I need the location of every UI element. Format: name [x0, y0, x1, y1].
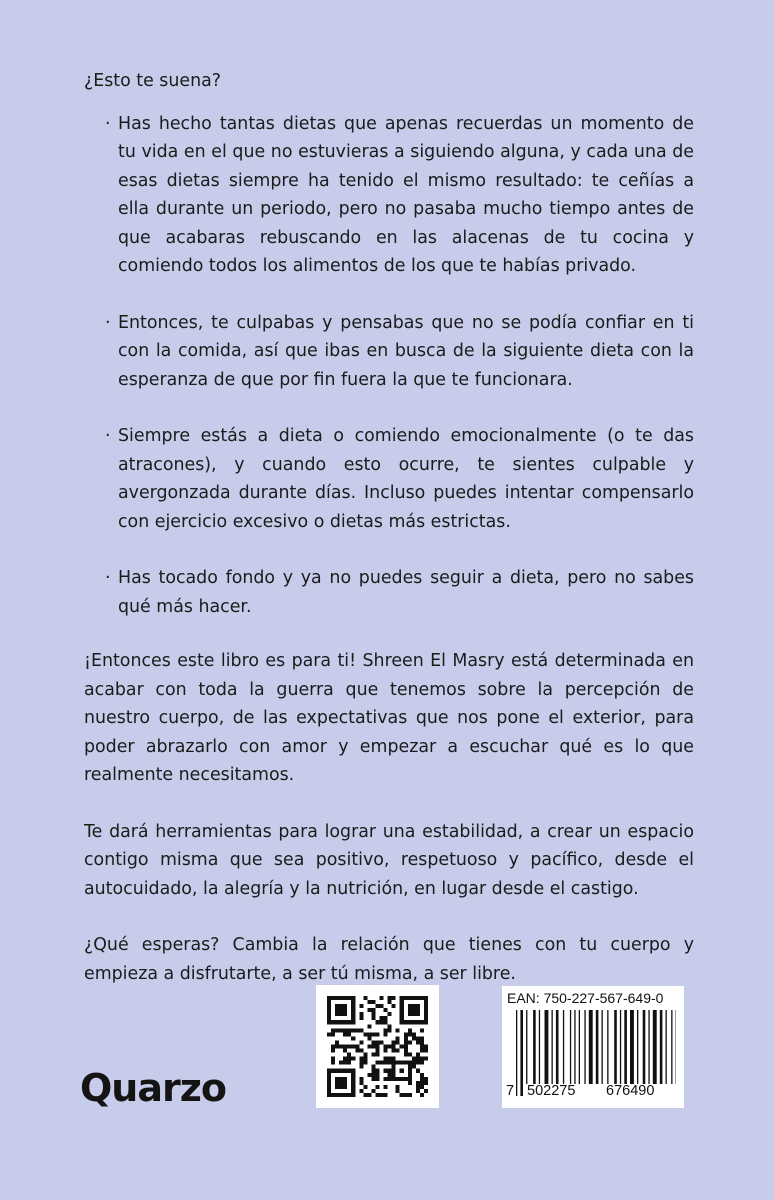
bullet-list: [84, 110, 694, 622]
bullet-item: · Siempre estás a dieta o comiendo emocionalmente (o te das atracones), y cuando esto ocurre, te sientes culpable y avergonzada durante días. Incluso puedes intentar compensarlo con ejercicio excesivo o dietas más estrictas.: [118, 422, 694, 536]
barcode-digit-first: 7: [506, 1083, 515, 1099]
bullet-item: · Has tocado fondo y ya no puedes seguir a dieta, pero no sabes qué más hacer.: [118, 564, 694, 621]
qr-code-icon: [316, 985, 439, 1108]
bullet-item: · Entonces, te culpabas y pensabas que no se podía confiar en ti con la comida, así que ibas en busca de la siguiente dieta con la esperanza de que por fin fuera la que te funcionara.: [118, 309, 694, 395]
barcode-digits-right: 676490: [606, 1083, 655, 1099]
intro-question: ¿Esto te suena?: [84, 71, 222, 91]
paragraph: ¿Qué esperas? Cambia la relación que tienes con tu cuerpo y empieza a disfrutarte, a ser tú misma, a ser libre.: [84, 935, 694, 984]
bullet-item: · Has hecho tantas dietas que apenas recuerdas un momento de tu vida en el que no estuvieras a siguiendo alguna, y cada una de esas dietas siempre ha tenido el mismo resultado: te ceñías a ella durante un periodo, pero no pasaba mucho tiempo antes de que acabaras rebuscando en las alacenas de tu cocina y comiendo todos los alimentos de los que te habías privado.: [118, 110, 694, 281]
barcode-digits-left: 502275: [527, 1083, 576, 1099]
publisher-logo: Quarzo: [80, 1066, 226, 1110]
paragraph: ¡Entonces este libro es para ti! Shreen El Masry está determinada en acabar con toda la guerra que tenemos sobre la percepción de nuestro cuerpo, de las expectativas que nos pone el exterior, para poder abrazarlo con amor y empezar a escuchar qué es lo que realmente necesitamos.: [84, 651, 694, 785]
ean-label: EAN: 750-227-567-649-0: [507, 990, 664, 1006]
back-cover-text: [84, 67, 694, 1016]
paragraph: Te dará herramientas para lograr una estabilidad, a crear un espacio contigo misma que sea positivo, respetuoso y pacífico, desde el autocuidado, la alegría y la nutrición, en lugar desde el castigo.: [84, 821, 694, 899]
barcode-icon: [502, 986, 684, 1108]
